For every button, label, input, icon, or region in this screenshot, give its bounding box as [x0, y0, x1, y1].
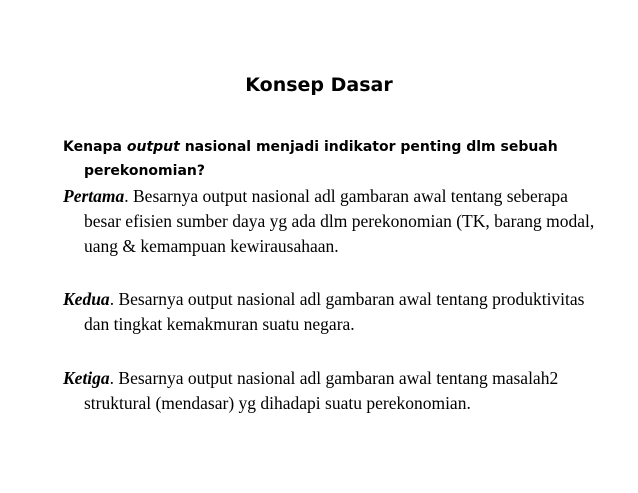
point-lead: Kedua: [63, 289, 110, 309]
question-before: Kenapa: [63, 139, 127, 155]
point-pertama: [63, 184, 604, 259]
question-emphasis: output: [126, 139, 180, 155]
point-text: . Besarnya output nasional adl gambaran awal tentang seberapa besar efisien sumber daya yg ada dlm perekonomian (TK, barang modal, uang & kemampuan kewirausahaan.: [84, 186, 595, 256]
question-after: nasional menjadi indikator penting dlm sebuah perekonomian?: [84, 139, 558, 179]
point-kedua: [63, 287, 604, 337]
point-lead: Ketiga: [63, 368, 110, 388]
question-text: [63, 135, 604, 183]
point-text: . Besarnya output nasional adl gambaran awal tentang produktivitas dan tingkat kemakmuran suatu negara.: [84, 289, 585, 334]
point-lead: Pertama: [63, 186, 125, 206]
point-ketiga: [63, 366, 604, 416]
slide-title: Konsep Dasar: [245, 74, 393, 96]
point-text: . Besarnya output nasional adl gambaran awal tentang masalah2 struktural (mendasar) yg dihadapi suatu perekonomian.: [84, 368, 559, 413]
